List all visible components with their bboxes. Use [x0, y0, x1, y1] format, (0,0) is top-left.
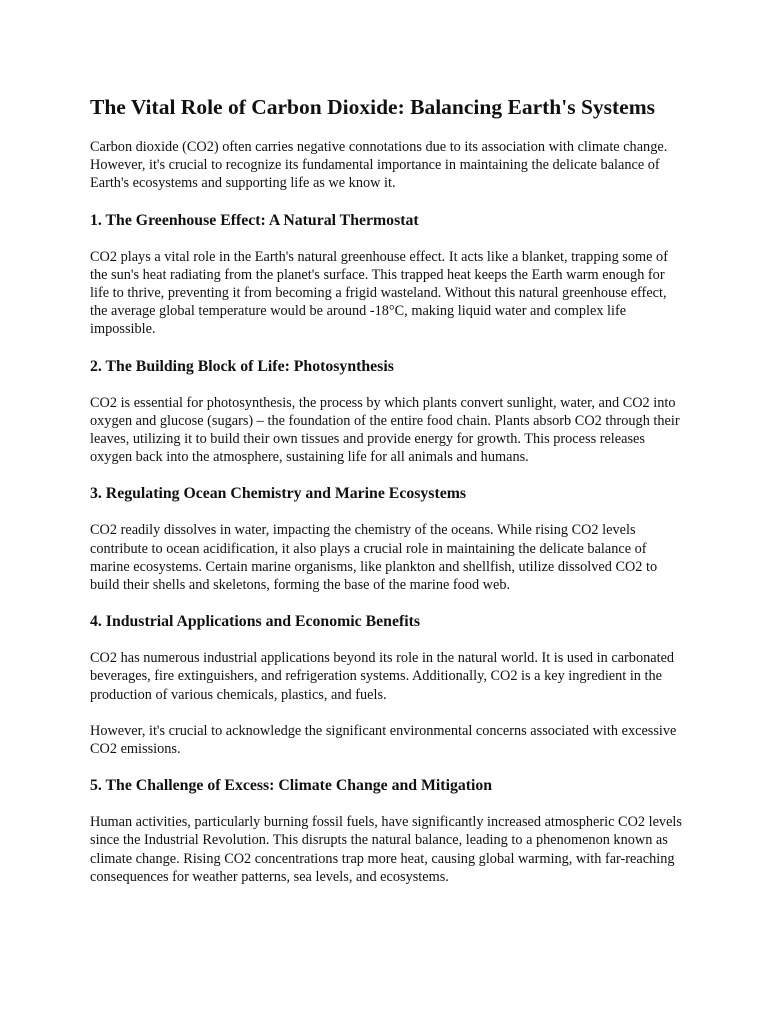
document-title: The Vital Role of Carbon Dioxide: Balancing Earth's Systems [90, 95, 655, 119]
section-heading: 4. Industrial Applications and Economic Benefits [90, 613, 421, 631]
section-climate-change [90, 776, 686, 886]
section-heading: 5. The Challenge of Excess: Climate Change and Mitigation [90, 777, 493, 795]
section-heading: 3. Regulating Ocean Chemistry and Marine Ecosystems [90, 485, 467, 503]
intro-paragraph: Carbon dioxide (CO2) often carries negative connotations due to its association with climate change. However, it's crucial to recognize its fundamental importance in maintaining the delicate balance of Earth's ecosystems and supporting life as we know it. [90, 139, 668, 192]
section-industrial [90, 612, 686, 758]
section-paragraph: CO2 plays a vital role in the Earth's natural greenhouse effect. It acts like a blanket, trapping some of the sun's heat radiating from the planet's surface. This trapped heat keeps the Earth warm enough for life to thrive, preventing it from becoming a frigid wasteland. Without this natural greenhouse effect, the average global temperature would be around -18°C, making liquid water and complex life impossible. [90, 248, 668, 338]
section-paragraph: However, it's crucial to acknowledge the significant environmental concerns associated with excessive CO2 emissions. [90, 722, 677, 758]
section-photosynthesis [90, 357, 686, 467]
section-heading: 2. The Building Block of Life: Photosynthesis [90, 357, 394, 375]
section-paragraph: CO2 readily dissolves in water, impacting the chemistry of the oceans. While rising CO2 levels contribute to ocean acidification, it also plays a crucial role in maintaining the delicate balance of marine ecosystems. Certain marine organisms, like plankton and shellfish, utilize dissolved CO2 to build their shells and skeletons, forming the base of the marine food web. [90, 522, 658, 594]
document-page [90, 93, 686, 904]
section-greenhouse [90, 211, 686, 339]
section-heading: 1. The Greenhouse Effect: A Natural Thermostat [90, 211, 419, 229]
section-paragraph: CO2 has numerous industrial applications beyond its role in the natural world. It is used in carbonated beverages, fire extinguishers, and refrigeration systems. Additionally, CO2 is a key ingredient in the production of various chemicals, plastics, and fuels. [90, 650, 675, 703]
section-ocean-chemistry [90, 484, 686, 594]
section-paragraph: Human activities, particularly burning fossil fuels, have significantly increased atmospheric CO2 levels since the Industrial Revolution. This disrupts the natural balance, leading to a phenomenon known as climate change. Rising CO2 concentrations trap more heat, causing global warming, with far-reaching consequences for weather patterns, sea levels, and ecosystems. [90, 814, 682, 885]
section-paragraph: CO2 is essential for photosynthesis, the process by which plants convert sunlight, water, and CO2 into oxygen and glucose (sugars) – the foundation of the entire food chain. Plants absorb CO2 through their leaves, utilizing it to build their own tissues and provide energy for growth. This process releases oxygen back into the atmosphere, sustaining life for all animals and humans. [90, 394, 680, 466]
